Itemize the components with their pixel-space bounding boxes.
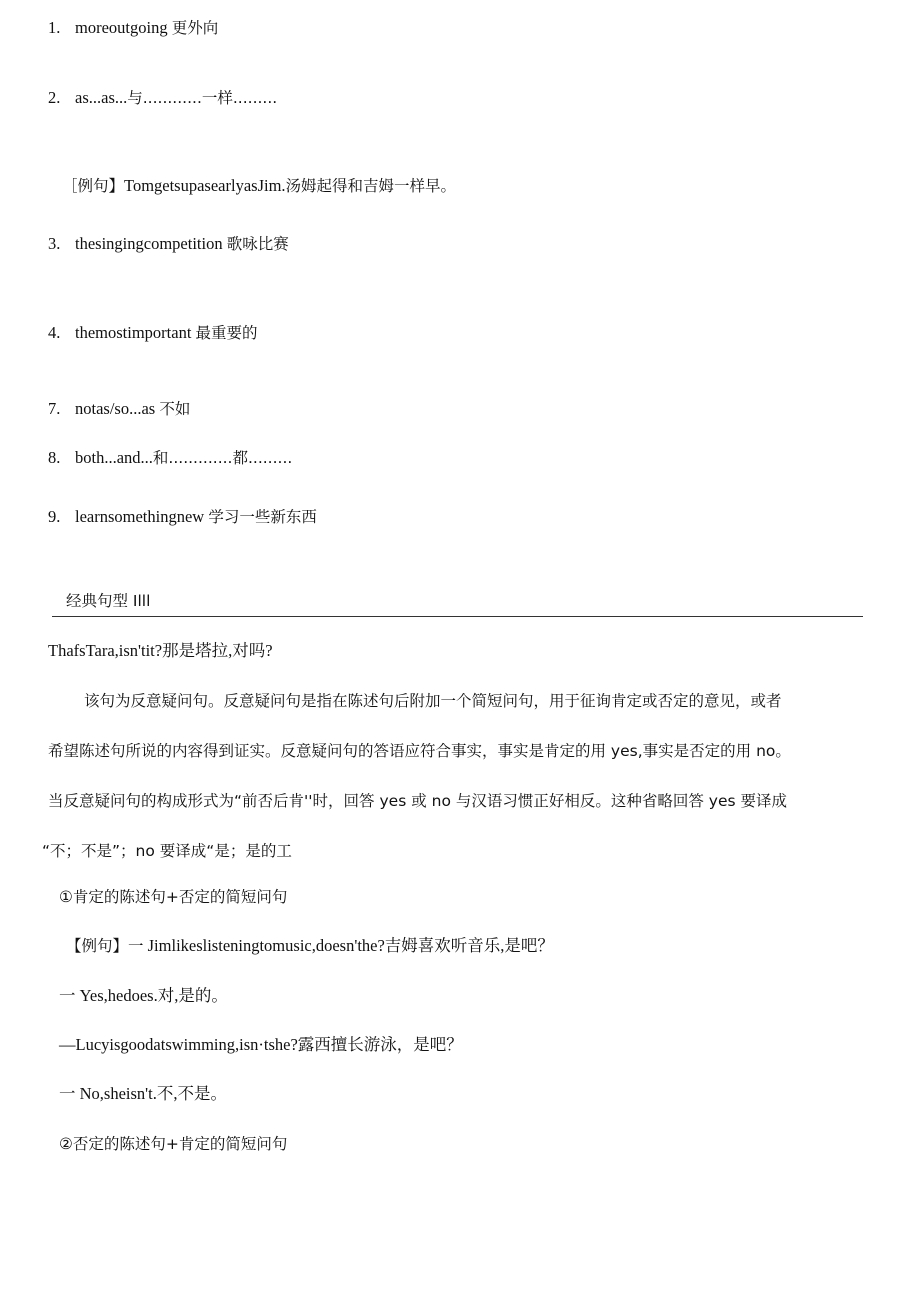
section-divider — [52, 616, 863, 617]
phrase: thesingingcompetition — [75, 234, 223, 253]
item-number: 4. — [48, 323, 61, 342]
phrase: moreoutgoing — [75, 18, 168, 37]
example-sentence — [66, 935, 554, 957]
item-number: 8. — [48, 448, 61, 467]
vocab-item — [48, 17, 218, 39]
explanation-line: 该句为反意疑问句。反意疑问句是指在陈述句后附加一个简短问句，用于征询肯定或否定的意见，或者 — [84, 692, 782, 710]
phrase: as...as... — [75, 88, 128, 107]
meaning: 与............一样......... — [127, 89, 278, 107]
vocab-item — [48, 87, 277, 109]
phrase: learnsomethingnew — [75, 507, 205, 526]
explanation-line: 当反意疑问句的构成形式为“前否后肯''时，回答 yes 或 no 与汉语习惯正好相反。这种省略回答 yes 要译成 — [48, 792, 787, 810]
meaning: 最重要的 — [195, 324, 258, 342]
example-translation: 汤姆起得和吉姆一样早。 — [285, 177, 457, 195]
answer-line: 一 No,sheisn't.不,不是。 — [59, 1084, 227, 1103]
explanation-line: 希望陈述句所说的内容得到证实。反意疑问句的答语应符合事实，事实是肯定的用 yes,事实是否定的用 no。 — [48, 742, 791, 760]
vocab-item — [48, 447, 292, 469]
example-label: 【例句】一 — [66, 937, 144, 955]
explanation-line: “不；不是”；no 要译成“是；是的工 — [42, 842, 292, 860]
vocab-item — [48, 506, 317, 528]
phrase: themostimportant — [75, 323, 192, 342]
key-sentence: ThafsTara,isn'tit?那是塔拉,对吗? — [48, 641, 273, 660]
example-sentence — [62, 175, 456, 197]
meaning: 更外向 — [171, 19, 219, 37]
item-number: 9. — [48, 507, 61, 526]
example-sentence: —Lucyisgoodatswimming,isn·tshe?露西擅长游泳，是吧？ — [59, 1035, 463, 1054]
vocab-item — [48, 398, 190, 420]
meaning: 歌咏比赛 — [226, 235, 289, 253]
meaning: 和.............都......... — [152, 449, 293, 467]
phrase: notas/so...as — [75, 399, 156, 418]
answer-line: 一 Yes,hedoes.对,是的。 — [59, 986, 228, 1005]
item-number: 3. — [48, 234, 61, 253]
vocab-item — [48, 322, 258, 344]
section-title: 经典句型 Illl — [66, 592, 151, 610]
item-number: 7. — [48, 399, 61, 418]
explanation-paragraph — [42, 676, 863, 876]
item-number: 2. — [48, 88, 61, 107]
example-english: TomgetsupasearlyasJim. — [124, 176, 286, 195]
example-label: ［例句】 — [62, 177, 125, 195]
meaning: 学习一些新东西 — [208, 508, 317, 526]
rule-heading: ②否定的陈述句+肯定的简短问句 — [59, 1135, 288, 1153]
example-english: Jimlikeslisteningtomusic,doesn'the?吉姆喜欢听音乐,是吧？ — [147, 936, 554, 955]
rule-heading: ①肯定的陈述句+否定的简短问句 — [59, 888, 288, 906]
meaning: 不如 — [159, 400, 191, 418]
phrase: both...and... — [75, 448, 153, 467]
item-number: 1. — [48, 18, 61, 37]
vocab-item — [48, 233, 289, 255]
